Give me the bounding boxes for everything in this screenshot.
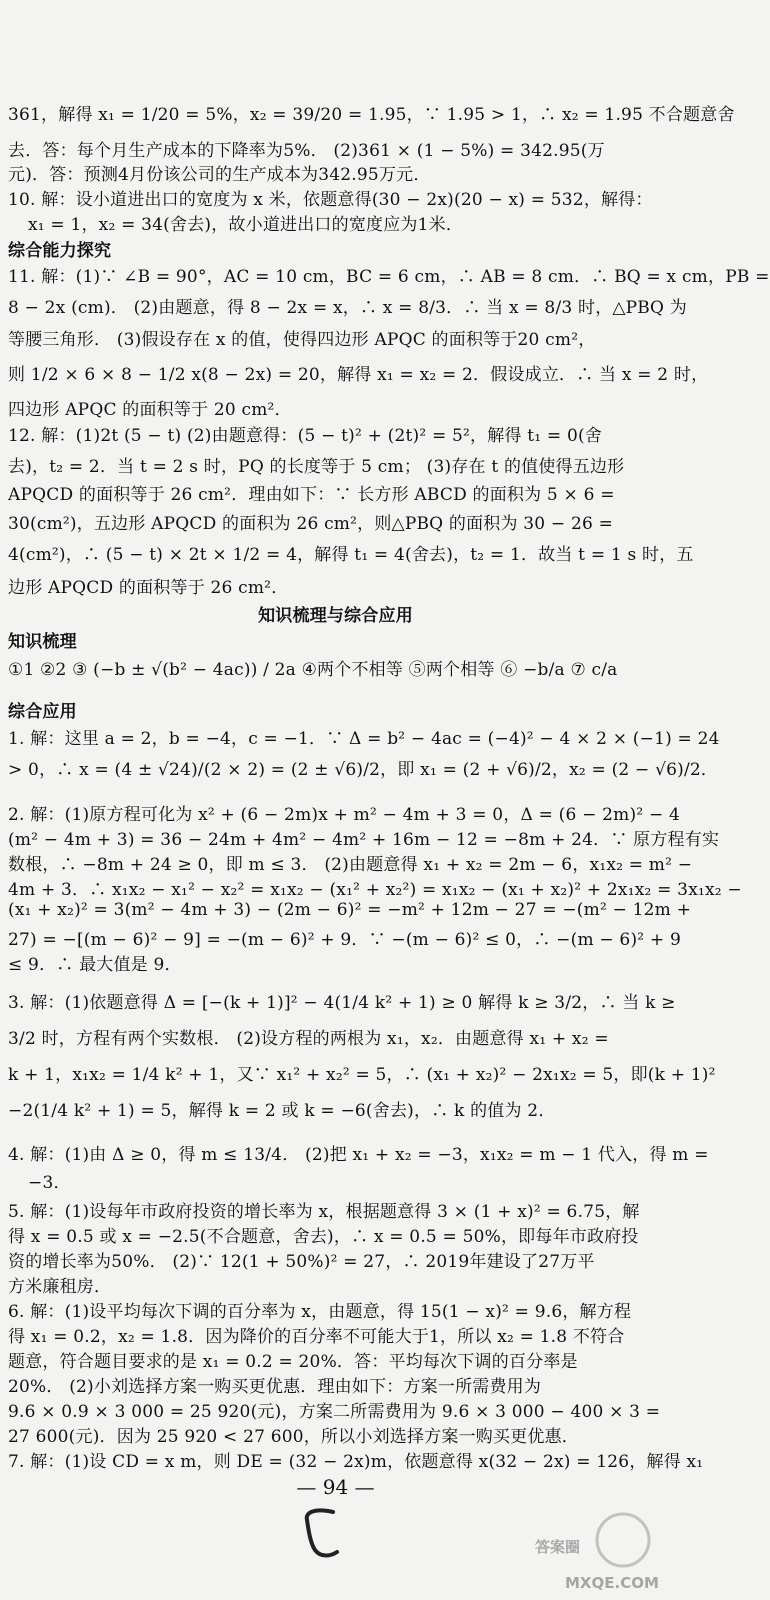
text-line: 9.6 × 0.9 × 3 000 = 25 920(元)，方案二所需费用为 9.6 × 3 000 − 400 × 3 = [8, 1402, 661, 1422]
text-line: 4. 解：(1)由 Δ ≥ 0，得 m ≤ 13/4． (2)把 x₁ + x₂ = −3，x₁x₂ = m − 1 代入，得 m = [8, 1145, 709, 1165]
text-line: 3. 解：(1)依题意得 Δ = [−(k + 1)]² − 4(1/4 k² + 1) ≥ 0 解得 k ≥ 3/2，∴ 当 k ≥ [8, 993, 676, 1013]
text-line: 8 − 2x (cm)． (2)由题意，得 8 − 2x = x，∴ x = 8/3．∴ 当 x = 8/3 时，△PBQ 为 [8, 298, 687, 318]
text-line: 30(cm²)，五边形 APQCD 的面积为 26 cm²，则△PBQ 的面积为 30 − 26 = [8, 514, 614, 534]
text-line: 去)，t₂ = 2．当 t = 2 s 时，PQ 的长度等于 5 cm； (3)存在 t 的值使得五边形 [8, 457, 625, 477]
section-title: 知识梳理与综合应用 [258, 606, 413, 626]
text-line: 4(cm²)，∴ (5 − t) × 2t × 1/2 = 4，解得 t₁ = 4(舍去)，t₂ = 1．故当 t = 1 s 时，五 [8, 545, 694, 565]
text-line: 资的增长率为50%． (2)∵ 12(1 + 50%)² = 27，∴ 2019年建设了27万平 [8, 1252, 595, 1272]
watermark-logo [495, 1510, 665, 1596]
text-line: 7. 解：(1)设 CD = x m，则 DE = (32 − 2x)m，依题意得 x(32 − 2x) = 126，解得 x₁ [8, 1452, 704, 1472]
text-line: 1. 解：这里 a = 2，b = −4，c = −1．∵ Δ = b² − 4ac = (−4)² − 4 × 2 × (−1) = 24 [8, 729, 720, 749]
handwritten-mark [285, 1500, 355, 1570]
section-heading: 综合应用 [8, 702, 77, 722]
text-line: 得 x = 0.5 或 x = −2.5(不合题意，舍去)，∴ x = 0.5 = 50%，即每年市政府投 [8, 1227, 639, 1247]
text-line: 方米廉租房． [8, 1277, 112, 1297]
text-line: 元)．答：预测4月份该公司的生产成本为342.95万元． [8, 165, 431, 185]
text-line: x₁ = 1，x₂ = 34(舍去)，故小道进出口的宽度应为1米． [28, 215, 464, 235]
text-line: 27 600(元)．因为 25 920 < 27 600，所以小刘选择方案一购买更优惠． [8, 1427, 579, 1447]
text-line: 则 1/2 × 6 × 8 − 1/2 x(8 − 2x) = 20，解得 x₁ = x₂ = 2．假设成立．∴ 当 x = 2 时， [8, 365, 709, 385]
text-line: > 0，∴ x = (4 ± √24)/(2 × 2) = (2 ± √6)/2，即 x₁ = (2 + √6)/2，x₂ = (2 − √6)/2． [8, 760, 719, 780]
text-line: 等腰三角形． (3)假设存在 x 的值，使得四边形 APQC 的面积等于20 cm²， [8, 330, 596, 350]
text-line: 得 x₁ = 0.2，x₂ = 1.8．因为降价的百分率不可能大于1，所以 x₂ = 1.8 不符合 [8, 1327, 625, 1347]
text-line: k + 1，x₁x₂ = 1/4 k² + 1，又∵ x₁² + x₂² = 5，∴ (x₁ + x₂)² − 2x₁x₂ = 5，即(k + 1)² [8, 1065, 716, 1085]
text-line: ①1 ②2 ③ (−b ± √(b² − 4ac)) / 2a ④两个不相等 ⑤两个相等 ⑥ −b/a ⑦ c/a [8, 660, 618, 680]
text-line: 4m + 3．∴ x₁x₂ − x₁² − x₂² = x₁x₂ − (x₁² + x₂²) = x₁x₂ − (x₁ + x₂)² + 2x₁x₂ = 3x₁x₂ − [8, 880, 742, 900]
section-heading: 综合能力探究 [8, 241, 112, 261]
text-line: 20%． (2)小刘选择方案一购买更优惠．理由如下：方案一所需费用为 [8, 1377, 542, 1397]
text-line: APQCD 的面积等于 26 cm²．理由如下：∵ 长方形 ABCD 的面积为 5 × 6 = [8, 485, 615, 505]
text-line: −2(1/4 k² + 1) = 5，解得 k = 2 或 k = −6(舍去)，∴ k 的值为 2． [8, 1101, 556, 1121]
watermark-url: MXQE.COM [565, 1574, 659, 1592]
text-line: 3/2 时，方程有两个实数根． (2)设方程的两根为 x₁，x₂．由题意得 x₁ + x₂ = [8, 1029, 609, 1049]
text-line: 27) = −[(m − 6)² − 9] = −(m − 6)² + 9．∵ −(m − 6)² ≤ 0，∴ −(m − 6)² + 9 [8, 930, 681, 950]
page-number: — 94 — [296, 1475, 375, 1499]
text-line: (x₁ + x₂)² = 3(m² − 4m + 3) − (2m − 6)² = −m² + 12m − 27 = −(m² − 12m + [8, 900, 692, 920]
section-heading: 知识梳理 [8, 632, 77, 652]
text-line: 361，解得 x₁ = 1/20 = 5%，x₂ = 39/20 = 1.95，∵ 1.95 > 1，∴ x₂ = 1.95 不合题意舍 [8, 105, 735, 125]
text-line: 四边形 APQC 的面积等于 20 cm²． [8, 400, 292, 420]
text-line: 12. 解：(1)2t (5 − t) (2)由题意得：(5 − t)² + (2t)² = 5²，解得 t₁ = 0(舍 [8, 426, 603, 446]
text-line: 10. 解：设小道进出口的宽度为 x 米，依题意得(30 − 2x)(20 − x) = 532，解得： [8, 190, 653, 210]
text-line: ≤ 9．∴ 最大值是 9． [8, 955, 182, 975]
text-line: 11. 解：(1)∵ ∠B = 90°，AC = 10 cm，BC = 6 cm，∴ AB = 8 cm．∴ BQ = x cm，PB = [8, 267, 770, 287]
watermark-cn: 答案圈 [535, 1538, 581, 1556]
text-line: (m² − 4m + 3) = 36 − 24m + 4m² − 4m² + 16m − 12 = −8m + 24．∵ 原方程有实 [8, 830, 720, 850]
text-line: 6. 解：(1)设平均每次下调的百分率为 x，由题意，得 15(1 − x)² = 9.6，解方程 [8, 1302, 632, 1322]
text-line: 去．答：每个月生产成本的下降率为5%． (2)361 × (1 − 5%) = 342.95(万 [8, 141, 605, 161]
text-line: −3． [28, 1173, 71, 1193]
text-line: 2. 解：(1)原方程可化为 x² + (6 − 2m)x + m² − 4m + 3 = 0，Δ = (6 − 2m)² − 4 [8, 805, 681, 825]
text-line: 数根，∴ −8m + 24 ≥ 0，即 m ≤ 3． (2)由题意得 x₁ + x₂ = 2m − 6，x₁x₂ = m² − [8, 855, 693, 875]
text-line: 题意，符合题目要求的是 x₁ = 0.2 = 20%．答：平均每次下调的百分率是 [8, 1352, 578, 1372]
text-line: 5. 解：(1)设每年市政府投资的增长率为 x，根据题意得 3 × (1 + x)² = 6.75，解 [8, 1202, 640, 1222]
text-line: 边形 APQCD 的面积等于 26 cm²． [8, 578, 289, 598]
